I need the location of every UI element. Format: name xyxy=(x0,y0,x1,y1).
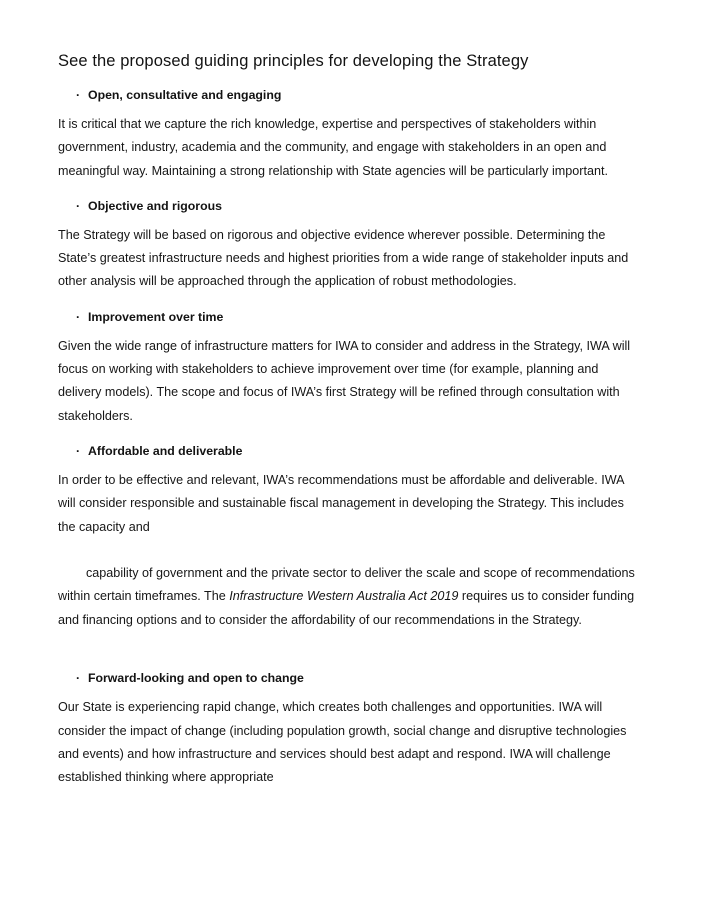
principle-heading-affordable-and-deliverable xyxy=(58,441,642,461)
principle-section-affordable-and-deliverable xyxy=(58,441,642,655)
principle-heading-label: Objective and rigorous xyxy=(88,198,222,213)
principle-section-objective-and-rigorous xyxy=(58,196,642,294)
bullet-icon: · xyxy=(76,671,81,686)
bullet-icon: · xyxy=(76,443,81,458)
bullet-icon: · xyxy=(76,88,81,102)
principle-heading-objective-and-rigorous xyxy=(58,196,642,216)
document-content xyxy=(58,50,642,790)
principle-section-forward-looking-and-open-to-change xyxy=(58,668,642,789)
act-title-citation: Infrastructure Western Australia Act 2019 xyxy=(229,589,459,604)
citation-text-after: requires us to consider funding and financing options and to consider the affordability of our recommendations in the Strategy. xyxy=(58,589,638,627)
principle-heading-label: Open, consultative and engaging xyxy=(88,88,282,102)
principle-body-paragraph: In order to be effective and relevant, IWA’s recommendations must be affordable and deliverable. IWA will consider responsible and sustainable fiscal management in developing the Strategy. This includes the capacity and xyxy=(58,472,628,534)
principle-heading-label: Forward-looking and open to change xyxy=(88,671,304,686)
principle-body-paragraph: It is critical that we capture the rich knowledge, expertise and perspectives of stakeholders within government, industry, academia and the community, and engage with stakeholders in an open and meaningful way. Maintaining a strong relationship with State agencies will be particularly important. xyxy=(58,117,610,178)
citation-text-before: capability of government and the private sector to deliver the scale and scope of recommendations within certain timeframes. The xyxy=(58,566,639,604)
principle-heading-open-consultative-and-engaging xyxy=(58,85,642,105)
principle-body-paragraph: Our State is experiencing rapid change, which creates both challenges and opportunities. IWA will consider the impact of change (including population growth, social change and disruptive technologies and events) and how infrastructure and services should best adapt and respond. IWA will challenge established thinking where appropriate xyxy=(58,700,630,785)
principle-heading-improvement-over-time xyxy=(58,307,642,327)
principle-section-improvement-over-time xyxy=(58,307,642,428)
bullet-icon: · xyxy=(76,198,81,213)
principle-heading-label: Improvement over time xyxy=(88,309,224,324)
principle-section-open-consultative-and-engaging xyxy=(58,85,642,183)
principle-heading-label: Affordable and deliverable xyxy=(88,443,243,458)
principle-heading-forward-looking-and-open-to-change xyxy=(58,668,642,688)
principle-body-paragraph-with-act-citation xyxy=(58,539,642,655)
principle-body-paragraph: The Strategy will be based on rigorous and objective evidence wherever possible. Determining the State’s greatest infrastructure needs and highest priorities from a wide range of stakeholder inputs and other analysis will be approached through the application of robust methodologies. xyxy=(58,227,632,289)
page-title: See the proposed guiding principles for developing the Strategy xyxy=(58,52,529,70)
principle-body-paragraph: Given the wide range of infrastructure matters for IWA to consider and address in the Strategy, IWA will focus on working with stakeholders to achieve improvement over time (for example, planning and delivery models). The scope and focus of IWA’s first Strategy will be refined through consultation with stakeholders. xyxy=(58,338,634,423)
bullet-icon: · xyxy=(76,309,81,324)
